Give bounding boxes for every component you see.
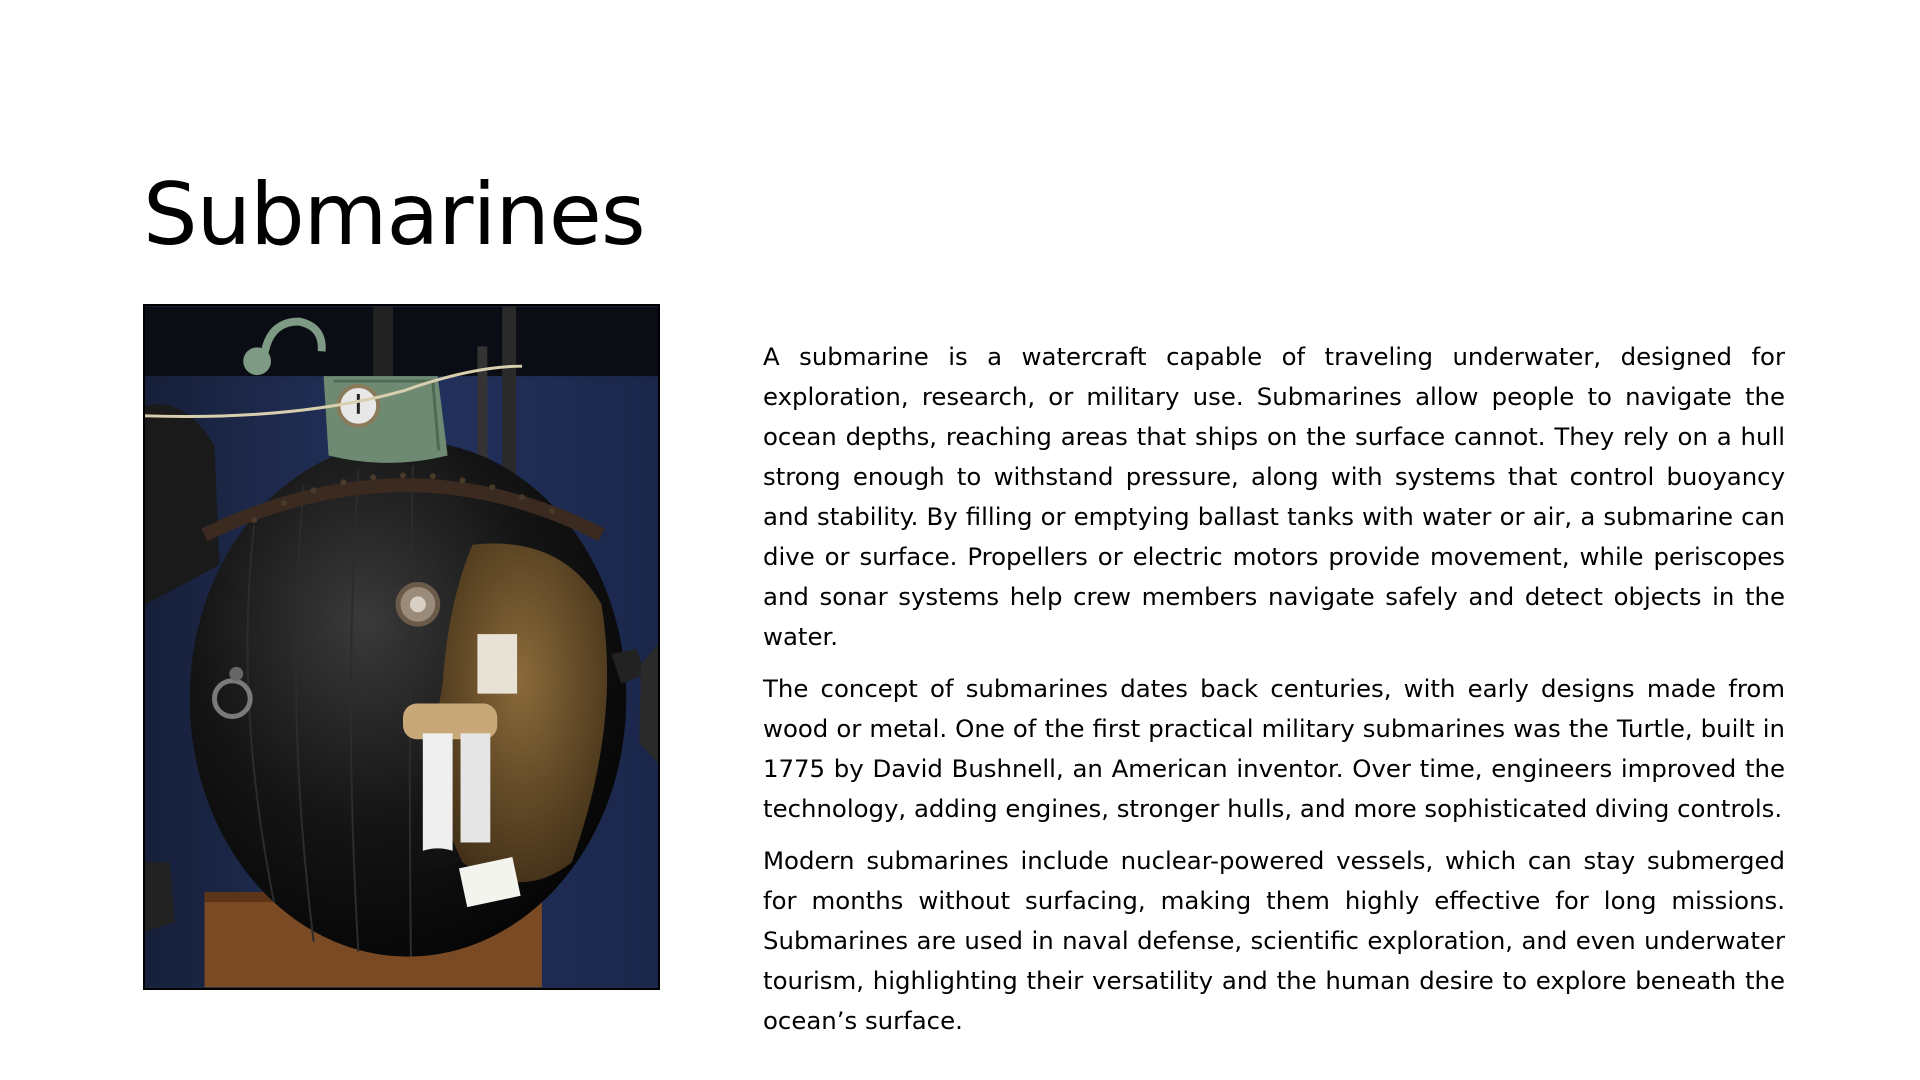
turtle-submarine-photo (143, 304, 660, 990)
slide-title: Submarines (143, 165, 645, 265)
paragraph-1: A submarine is a watercraft capable of traveling underwater, designed for exploration, research, or military use. Submarines allow people to navigate the ocean depths, reaching areas that ships on the surface cannot. They rely on a hull strong enough to withstand pressure, along with systems that control buoyancy and stability. By filling or emptying ballast tanks with water or air, a submarine can dive or surface. Propellers or electric motors provide movement, while periscopes and sonar systems help crew members navigate safely and detect objects in the water. (763, 342, 1785, 651)
turtle-submarine-illustration (145, 306, 658, 988)
paragraph-2: The concept of submarines dates back centuries, with early designs made from wood or metal. One of the first practical military submarines was the Turtle, built in 1775 by David Bushnell, an American inventor. Over time, engineers improved the technology, adding engines, stronger hulls, and more sophisticated diving controls. (763, 674, 1785, 823)
paragraph-3: Modern submarines include nuclear-powered vessels, which can stay submerged for months without surfacing, making them highly effective for long missions. Submarines are used in naval defense, scientific exploration, and even underwater tourism, highlighting their versatility and the human desire to explore beneath the ocean’s surface. (763, 846, 1785, 1035)
body-text (763, 337, 1785, 1053)
